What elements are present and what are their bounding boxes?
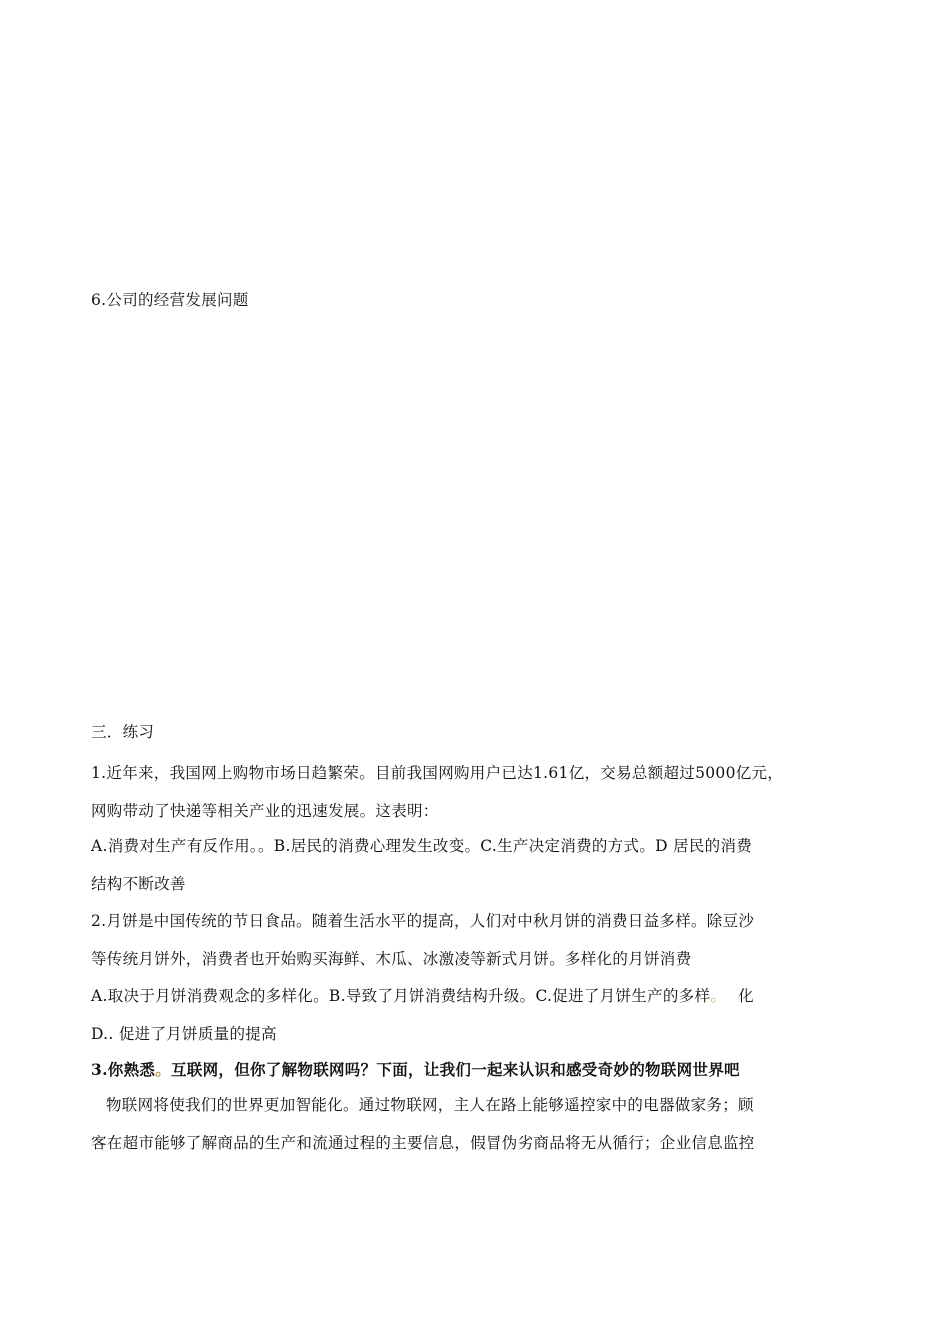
q3-title-rest: 互联网，但你了解物联网吗？下面，让我们一起来认识和感受奇妙的物联网世界吧: [171, 1060, 740, 1079]
q3-title-start: 3.你熟悉: [91, 1060, 156, 1079]
q3-title: [91, 1059, 740, 1081]
q2-options-line-2: D.. 促进了月饼质量的提高: [91, 1025, 277, 1043]
q1-stem-line-2: 网购带动了快递等相关产业的迅速发展。这表明：: [91, 802, 439, 820]
q2-options-line-1: [91, 985, 754, 1007]
q3-paragraph-line-1: 物联网将使我们的世界更加智能化。通过物联网，主人在路上能够遥控家中的电器做家务；顾: [106, 1096, 754, 1114]
q1-options-line-1: A.消费对生产有反作用。。B.居民的消费心理发生改变。C.生产决定消费的方式。D 居民的消费: [91, 837, 753, 855]
practice-heading: 三．练习: [91, 723, 155, 741]
section-6-heading: 6.公司的经营发展问题: [91, 291, 249, 309]
q1-stem-line-1: 1.近年来，我国网上购物市场日趋繁荣。目前我国网购用户已达1.61亿，交易总额超过5000亿元，: [91, 764, 784, 782]
q2-stem-line-2: 等传统月饼外，消费者也开始购买海鲜、木瓜、冰激凌等新式月饼。多样化的月饼消费: [91, 950, 692, 968]
q2-options-tail: 化: [738, 987, 754, 1005]
q3-paragraph-line-2: 客在超市能够了解商品的生产和流通过程的主要信息，假冒伪劣商品将无从循行；企业信息监控: [91, 1134, 755, 1152]
q1-options-line-2: 结构不断改善: [91, 875, 186, 893]
q2-options-text: A.取决于月饼消费观念的多样化。B.导致了月饼消费结构升级。C.促进了月饼生产的多样: [91, 987, 711, 1005]
q3-faint-mark: 。: [155, 1060, 171, 1079]
q2-faint-mark: 。: [710, 987, 727, 1005]
q2-stem-line-1: 2.月饼是中国传统的节日食品。随着生活水平的提高，人们对中秋月饼的消费日益多样。除豆沙: [91, 912, 755, 930]
